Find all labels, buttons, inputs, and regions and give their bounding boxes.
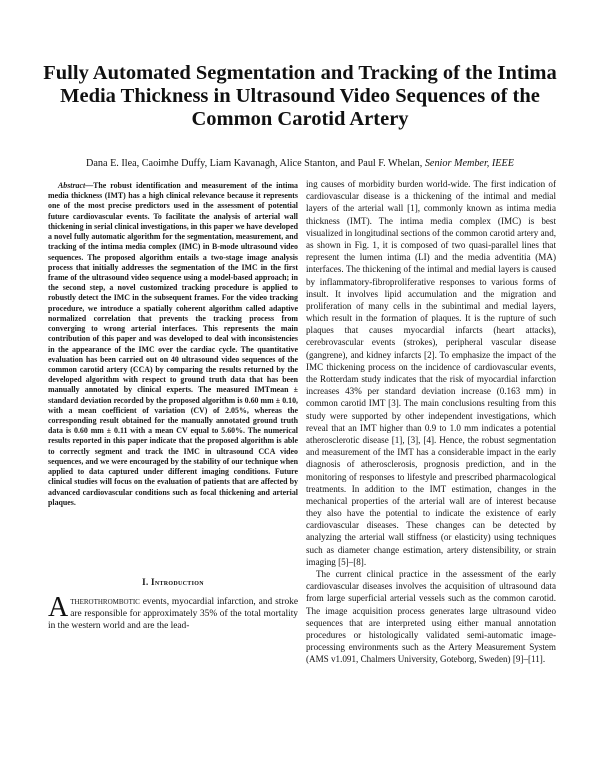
left-column [48, 181, 298, 508]
section-heading-introduction: I. Introduction [142, 577, 204, 587]
author-line [20, 157, 580, 170]
author-role: Senior Member, IEEE [424, 158, 514, 169]
drop-cap: A [48, 592, 69, 623]
intro-paragraph [48, 592, 298, 633]
body-paragraph-2: The current clinical practice in the assessment of the early cardiovascular diseases involves the acquisition of ultrasound data from large superficial arterial vessels such as the common carotid. The image acquisition process generates large ultrasound video sequences that are interpreted using either manual annotation procedures or histologically validated semi-automatic image-processing environments such as the Artery Measurement System (AMS v1.091, Chalmers University, Goteborg, Sweden) [9]–[11]. [306, 569, 556, 665]
intro-text: events, myocardial infarction, and stroke are responsible for approximately 35% of the total mortality in the western world and are the lead- [48, 597, 298, 632]
abstract [48, 181, 298, 508]
abstract-label: Abstract [58, 181, 86, 190]
abstract-text: —The robust identification and measurement of the intima media thickness (IMT) has a high clinical relevance because it represents one of the most precise predictors used in the assessment of potential future cardiovascular events. To facilitate the analysis of arterial wall thickening in serial clinical investigations, in this paper we have developed a novel fully automatic algorithm for the segmentation, measurement, and tracking of the intima media complex (IMC) in B-mode ultrasound video sequences. The proposed algorithm entails a two-stage image analysis process that initially addresses the segmentation of the IMC in the first frame of the ultrasound video sequence using a model-based approach; in the second step, a novel customized tracking procedure is applied to robustly detect the IMC in the subsequent frames. For the video tracking procedure, we introduce a spatially coherent algorithm called adaptive normalized correlation that prevents the tracking process from converging to wrong arterial interfaces. This represents the main contribution of this paper and was developed to deal with inconsistencies in the appearance of the IMC over the cardiac cycle. The quantitative evaluation has been carried out on 40 ultrasound video sequences of the common carotid artery (CCA) by comparing the results returned by the developed algorithm with respect to ground truth data that has been manually annotated by clinical experts. The measured IMTmean ± standard deviation recorded by the proposed algorithm is 0.60 mm ± 0.10, with a mean coefficient of variation (CV) of 2.05%, whereas the corresponding result obtained for the manually annotated ground truth data is 0.60 mm ± 0.11 with a mean CV equal to 5.60%. The numerical results reported in this paper indicate that the proposed algorithm is able to correctly segment and track the IMC in ultrasound CCA video sequences, and we were encouraged by the stability of our technique when applied to data captured under different imaging conditions. Future clinical studies will focus on the evaluation of patients that are affected by advanced cardiovascular conditions such as focal thickening and arterial plaques. [48, 181, 298, 507]
intro-smallcaps: therothrombotic [70, 597, 140, 607]
body-paragraph-1: ing causes of morbidity burden world-wide. The first indication of cardiovascular disease is a thickening of the intimal and medial layers of the arterial wall [1], commonly known as intima media thickness (IMT). The intima media complex (IMC) is best visualized in longitudinal sections of the common carotid artery and, as shown in Fig. 1, it is composed of two quasi-parallel lines that represent the lumen intima (LI) and the media adventitia (MA) interfaces. The thickening of the intimal and medial layers is caused by inflammatory-fibroproliferative responses to various forms of insult. It involves lipid accumulation and the migration and proliferation of many cells in the subintimal and medial layers, which result in the formation of plaques. It is the rupture of such plaques that causes myocardial infarcts (heart attacks), cerebrovascular events (strokes), peripheral vascular disease (gangrene), and kidney infarcts [2]. To emphasize the impact of the IMC thickening process on the incidence of cardiovascular events, the Rotterdam study indicates that the risk of myocardial infarction increases 43% per standard deviation increase (0.163 mm) in common carotid IMT [3]. The main conclusions resulting from this study were supported by other independent investigations, which reveal that an IMT higher than 0.9 to 1.0 mm indicates a potential atherosclerotic disease [1], [3], [4]. Hence, the robust segmentation and measurement of the IMT has a considerable impact in the early diagnosis of atherosclerosis, prognosis prediction, and in the monitoring of responses to lifestyle and prescribed pharmacological treatments. In addition to the IMT estimation, changes in the mechanical properties of the arterial wall are of interest because they also have the potential to indicate the existence of early cardiovascular diseases. These changes can be detected by analyzing the arterial wall stiffness (or elasticity) using techniques such as diameter change estimation, artery distensibility, or strain imaging [5]–[8]. [306, 179, 557, 567]
paper-title: Fully Automated Segmentation and Tracking of the Intima Media Thickness in Ultrasound Video Sequences of the Common Carotid Artery [43, 62, 557, 130]
right-column [306, 178, 556, 666]
author-names: Dana E. Ilea, Caoimhe Duffy, Liam Kavanagh, Alice Stanton, and Paul F. Whelan, [86, 158, 423, 169]
